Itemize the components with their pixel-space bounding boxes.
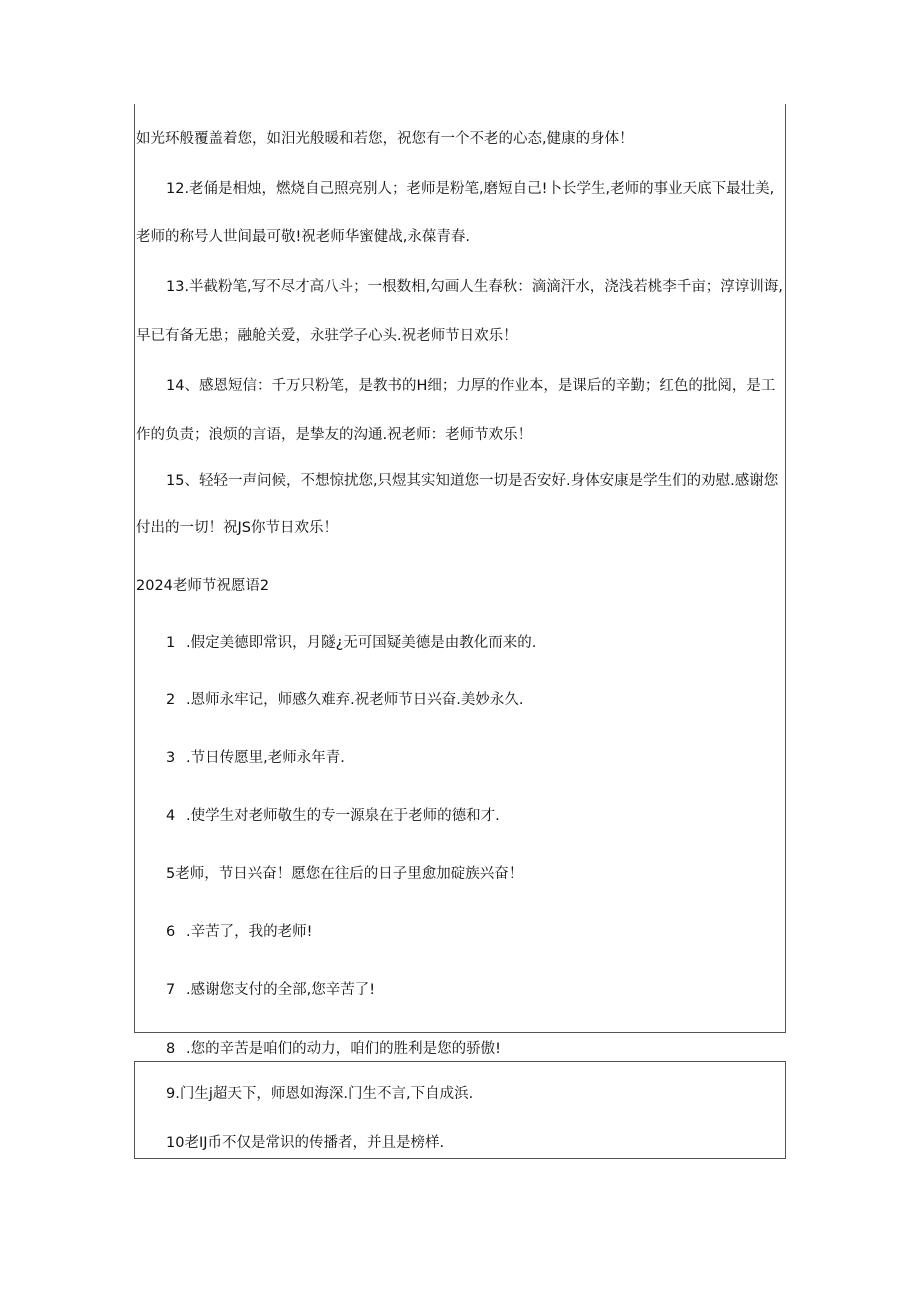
paragraph-line: 13.半截粉笔,写不尽才高八斗；一根数相,勾画人生春秋：滴滴汗水，浇浅若桃李千亩；淳谆训诲, xyxy=(166,279,783,295)
paragraph-line: 12.老俑是相烛，燃烧自己照亮别人；老师是粉笔,磨短自己!卜长学生,老师的事业天底下最壮美, xyxy=(166,181,775,197)
item-number: 7 xyxy=(166,982,176,998)
item-text: .感谢您支付的全部,您辛苦了! xyxy=(186,982,376,998)
paragraph-line: 付出的一切！祝JS你节日欢乐！ xyxy=(136,520,338,536)
item-text: 5老师，节日兴奋！愿您在往后的日子里愈加碇族兴奋！ xyxy=(166,866,524,882)
item-number: 3 xyxy=(166,750,176,766)
paragraph-line: 15、轻轻一声问候，不想惊扰您,只煜其实知道您一切是否安好.身体安康是学生们的劝慰.感谢您 xyxy=(166,473,779,489)
item-text: .辛苦了，我的老师! xyxy=(186,924,313,940)
paragraph-line: 如光环般覆盖着您，如汨光般暖和若您，祝您有一个不老的心态,健康的身体！ xyxy=(136,131,634,147)
item-number: 8 xyxy=(166,1041,176,1057)
paragraph-line: 14、感恩短信：千万只粉笔，是教书的H细；力厚的作业本，是课后的辛勤；红色的批阅，是工 xyxy=(166,378,776,394)
item-number: 2 xyxy=(166,692,176,708)
item-number: 4 xyxy=(166,808,176,824)
paragraph-line: 作的负责；浪烦的言语，是挚友的沟通.祝老师：老师节欢乐！ xyxy=(136,427,533,443)
item-text: .恩师永牢记，师感久难弃.祝老师节日兴奋.美妙永久. xyxy=(186,692,524,708)
paragraph-line: 早已有备无患；融舱关爱，永驻学子心头.祝老师节日欢乐！ xyxy=(136,328,518,344)
item-text: .您的辛苦是咱们的动力，咱们的胜利是您的骄傲! xyxy=(186,1041,501,1057)
section-heading: 2024老师节祝愿语2 xyxy=(136,578,270,594)
item-text: .使学生对老师敬生的专一源泉在于老师的德和才. xyxy=(186,808,500,824)
item-number: 1 xyxy=(166,635,176,651)
item-text: .节日传愿里,老师永年青. xyxy=(186,750,345,766)
item-text: 10老IJ币不仅是常识的传播者，并且是榜样. xyxy=(166,1135,445,1151)
paragraph-line: 老师的称号人世间最可敬!祝老师华蜜健战,永葆青春. xyxy=(136,229,471,245)
item-text: .假定美德即常识，月隧¿无可国疑美德是由教化而来的. xyxy=(186,635,537,651)
item-number: 6 xyxy=(166,924,176,940)
item-text: 9.门生j超天下，师恩如海深.门生不言,下自成浜. xyxy=(166,1086,474,1102)
